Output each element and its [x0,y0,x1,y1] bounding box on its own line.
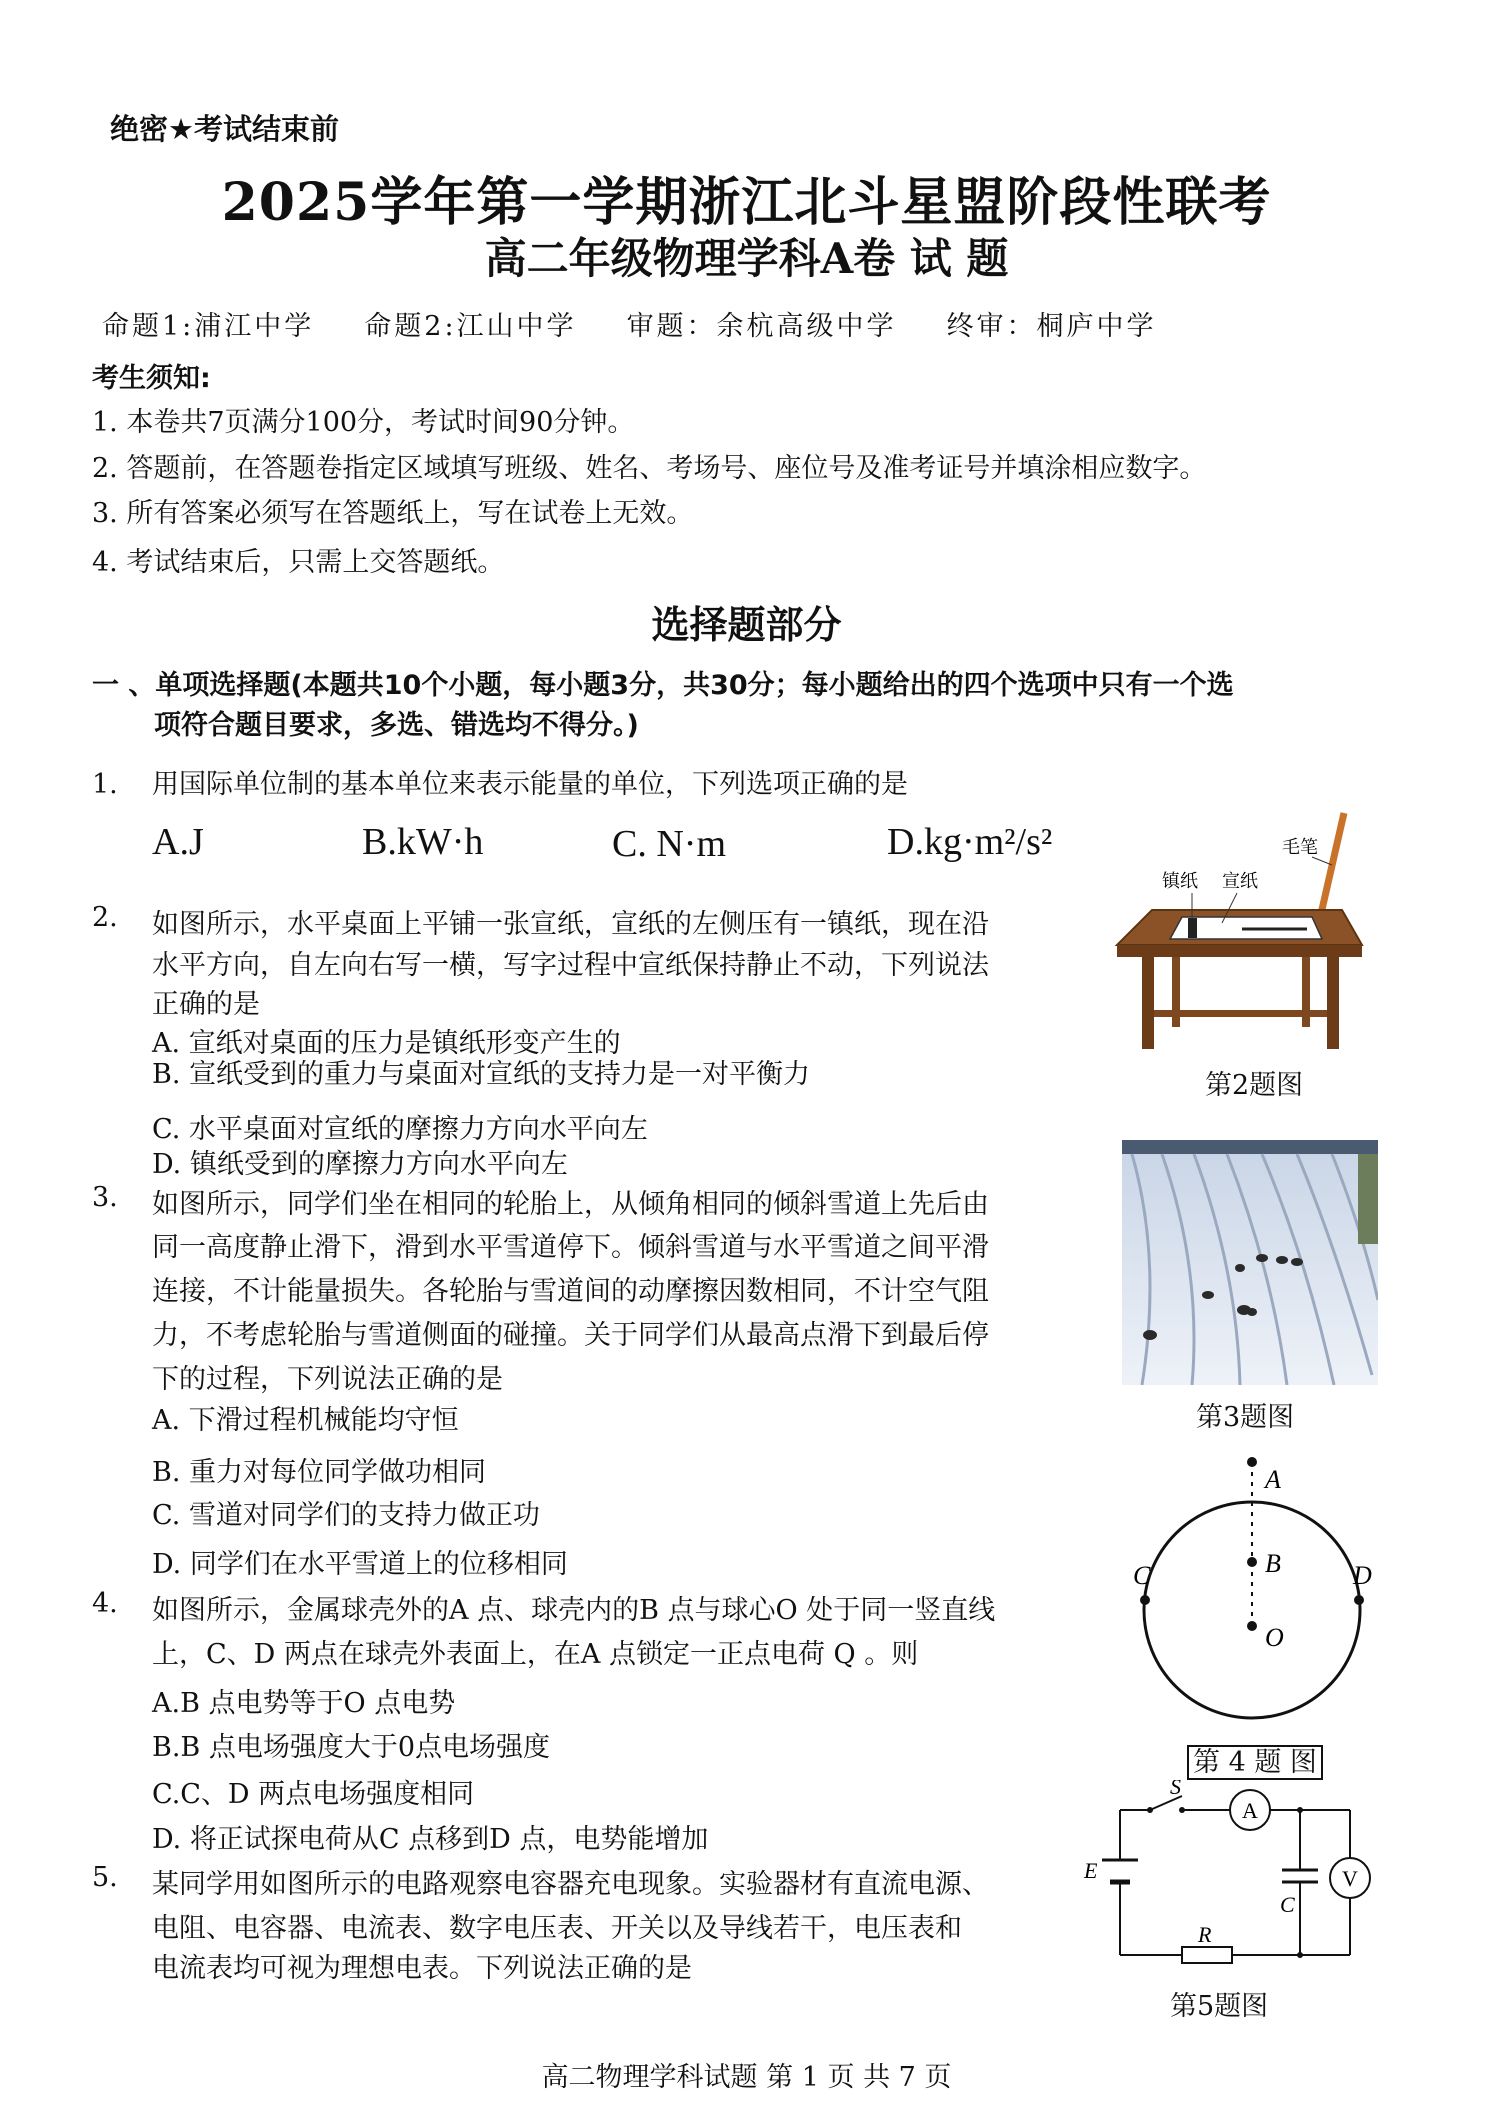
q2-stem-line: 正确的是 [152,989,260,1020]
q5-caption: 第5题图 [1170,1991,1269,2022]
author-1: 命题1:浦江中学 [102,311,315,342]
label-capacitor: C [1280,1892,1295,1917]
q3-caption: 第3题图 [1196,1402,1295,1433]
sphere-figure [1125,1450,1375,1740]
q1-stem: 用国际单位制的基本单位来表示能量的单位，下列选项正确的是 [152,769,908,800]
part1-line1: 一 、单项选择题(本题共10个小题，每小题3分，共30分；每小题给出的四个选项中只有一个选 [92,670,1234,701]
q3-option-d: D. 同学们在水平雪道上的位移相同 [152,1549,568,1580]
q3-stem-line: 如图所示，同学们坐在相同的轮胎上，从倾角相同的倾斜雪道上先后由 [152,1189,989,1220]
notice-item: 4. 考试结束后，只需上交答题纸。 [92,547,505,578]
notice-heading: 考生须知: [92,363,211,394]
q4-option-b: B.B 点电场强度大于0点电场强度 [152,1732,551,1763]
label-weight: 镇纸 [1162,871,1198,892]
point-d [1354,1595,1364,1605]
label-o: O [1265,1623,1284,1652]
circuit-figure [1070,1780,1390,1980]
q3-number: 3. [92,1182,118,1213]
label-brush: 毛笔 [1282,837,1318,858]
label-d: D [1353,1561,1372,1590]
point-c [1140,1595,1150,1605]
reviewer: 审题：余杭高级中学 [626,311,897,342]
q2-stem-line: 水平方向，自左向右写一横，写字过程中宣纸保持静止不动，下列说法 [152,950,989,981]
label-switch: S [1170,1780,1181,1799]
q1-number: 1. [92,769,118,800]
q5-stem-line: 某同学用如图所示的电路观察电容器充电现象。实验器材有直流电源、 [152,1869,989,1900]
q4-option-c: C.C、D 两点电场强度相同 [152,1779,475,1810]
point-o [1247,1621,1257,1631]
q4-stem-line: 如图所示，金属球壳外的A 点、球壳内的B 点与球心O 处于同一竖直线 [152,1595,996,1626]
q2-stem-line: 如图所示，水平桌面上平铺一张宣纸，宣纸的左侧压有一镇纸，现在沿 [152,909,989,940]
q3-stem-line: 同一高度静止滑下，滑到水平雪道停下。倾斜雪道与水平雪道之间平滑 [152,1232,989,1263]
q4-caption [1187,1740,1323,1779]
author-2: 命题2:江山中学 [364,311,577,342]
q4-option-a: A.B 点电势等于O 点电势 [152,1688,456,1719]
label-b: B [1265,1549,1281,1578]
exam-title: 2025学年第一学期浙江北斗星盟阶段性联考 [221,172,1272,233]
label-resistor: R [1198,1922,1212,1947]
q2-number: 2. [92,902,118,933]
label-c: C [1133,1561,1151,1590]
paperweight [1188,918,1197,938]
label-source: E [1084,1858,1098,1883]
part1-line2: 项符合题目要求，多选、错选均不得分。) [154,710,639,741]
q2-option-c: C. 水平桌面对宣纸的摩擦力方向水平向左 [152,1114,648,1145]
q3-option-c: C. 雪道对同学们的支持力做正功 [152,1500,540,1531]
notice-item: 1. 本卷共7页满分100分，考试时间90分钟。 [92,407,635,438]
q2-option-a: A. 宣纸对桌面的压力是镇纸形变产生的 [152,1028,621,1059]
q3-stem-line: 连接，不计能量损失。各轮胎与雪道间的动摩擦因数相同，不计空气阻 [152,1276,989,1307]
exam-subtitle: 高二年级物理学科A卷 试 题 [484,234,1009,283]
q5-number: 5. [92,1862,118,1893]
desk-figure [1112,805,1372,1055]
point-b [1247,1557,1257,1567]
q2-option-b: B. 宣纸受到的重力与桌面对宣纸的支持力是一对平衡力 [152,1059,811,1090]
label-a: A [1265,1465,1281,1494]
q1-option-d: D.kg·m²/s² [887,821,1053,863]
q1-option-a: A.J [152,821,204,863]
final-reviewer: 终审：桐庐中学 [946,311,1157,342]
part1-heading [92,666,1412,746]
notice-item: 2. 答题前，在答题卷指定区域填写班级、姓名、考场号、座位号及准考证号并填涂相应数字。 [92,453,1207,484]
notice-item: 3. 所有答案必须写在答题纸上，写在试卷上无效。 [92,498,694,529]
section-title: 选择题部分 [651,602,842,647]
q3-option-a: A. 下滑过程机械能均守恒 [152,1405,459,1436]
q1-option-b: B.kW·h [362,821,484,863]
q3-stem-line: 下的过程，下列说法正确的是 [152,1364,503,1395]
q5-stem-line: 电流表均可视为理想电表。下列说法正确的是 [152,1953,692,1984]
q5-stem-line: 电阻、电容器、电流表、数字电压表、开关以及导线若干，电压表和 [152,1913,962,1944]
page-footer: 高二物理学科试题 第 1 页 共 7 页 [541,2062,952,2093]
q4-option-d: D. 将正试探电荷从C 点移到D 点，电势能增加 [152,1824,709,1855]
authors-line [102,304,1157,343]
q1-option-c: C. N·m [612,823,726,865]
q3-stem-line: 力，不考虑轮胎与雪道侧面的碰撞。关于同学们从最高点滑下到最后停 [152,1320,989,1351]
q4-stem-line: 上，C、D 两点在球壳外表面上，在A 点锁定一正点电荷 Q 。则 [152,1639,919,1670]
question-1 [92,762,908,801]
q2-caption: 第2题图 [1205,1070,1304,1101]
q4-caption-text: 第 4 题 图 [1187,1745,1323,1780]
label-paper: 宣纸 [1222,871,1258,892]
point-a [1247,1457,1257,1467]
voltmeter-label: V [1342,1866,1358,1891]
q2-option-d: D. 镇纸受到的摩擦力方向水平向左 [152,1149,568,1180]
q3-option-b: B. 重力对每位同学做功相同 [152,1457,487,1488]
confidential-label: 绝密★考试结束前 [110,112,339,146]
q4-number: 4. [92,1588,118,1619]
snow-slide-photo [1122,1140,1378,1385]
ammeter-label: A [1242,1798,1258,1823]
